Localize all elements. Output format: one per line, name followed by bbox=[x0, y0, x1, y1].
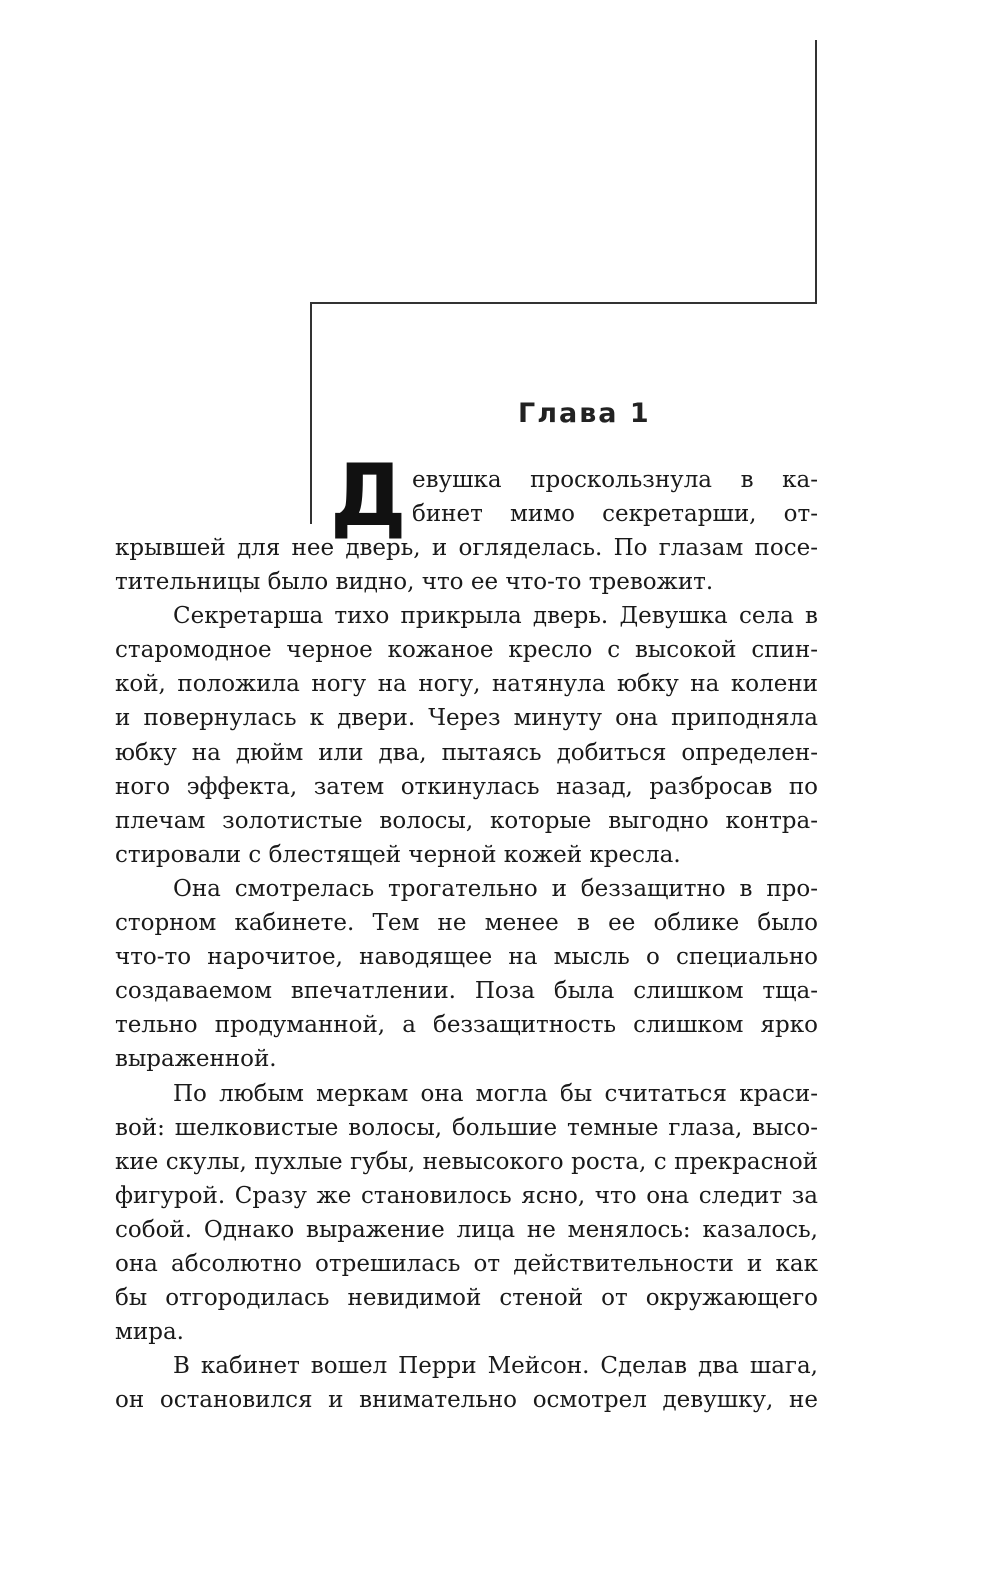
body-text bbox=[115, 531, 818, 1417]
text-line: он остановился и внимательно осмотрел девушку, не bbox=[115, 1387, 818, 1414]
chapter-title: Глава 1 bbox=[518, 398, 651, 429]
opening-line: евушка проскользнула в ка- bbox=[412, 467, 818, 493]
frame-rule-left bbox=[310, 302, 312, 524]
text-line: стировали с блестящей черной кожей кресла. bbox=[115, 841, 681, 868]
text-line: бы отгородилась невидимой стеной от окружающего bbox=[115, 1285, 818, 1312]
opening-lines bbox=[412, 463, 818, 531]
text-line: Секретарша тихо прикрыла дверь. Девушка села в bbox=[173, 603, 818, 630]
text-line: что-то нарочитое, наводящее на мысль о специально bbox=[115, 944, 818, 971]
text-line: В кабинет вошел Перри Мейсон. Сделав два шага, bbox=[173, 1353, 818, 1380]
text-line: и повернулась к двери. Через минуту она приподняла bbox=[115, 705, 818, 732]
text-line: мира. bbox=[115, 1319, 184, 1346]
text-line: плечам золотистые волосы, которые выгодно контра- bbox=[115, 807, 818, 834]
text-line: По любым меркам она могла бы считаться краси- bbox=[173, 1080, 818, 1107]
paragraph bbox=[115, 531, 818, 599]
text-line: тительницы было видно, что ее что-то тревожит. bbox=[115, 569, 714, 596]
text-line: крывшей для нее дверь, и огляделась. По глазам посе- bbox=[115, 535, 818, 561]
text-line: юбку на дюйм или два, пытаясь добиться определен- bbox=[115, 739, 818, 766]
text-line: сторном кабинете. Тем не менее в ее облике было bbox=[115, 910, 818, 937]
paragraph bbox=[115, 872, 818, 1077]
text-line: старомодное черное кожаное кресло с высокой спин- bbox=[115, 637, 818, 664]
text-line: фигурой. Сразу же становилось ясно, что она следит за bbox=[115, 1182, 818, 1209]
frame-rule-top bbox=[310, 302, 817, 304]
text-line: собой. Однако выражение лица не менялось: казалось, bbox=[115, 1216, 818, 1243]
drop-cap-block bbox=[330, 446, 407, 546]
text-line: кие скулы, пухлые губы, невысокого роста, с прекрасной bbox=[115, 1148, 818, 1175]
paragraph bbox=[115, 1077, 818, 1350]
drop-cap-letter: Д bbox=[330, 446, 407, 546]
text-line: кой, положила ногу на ногу, натянула юбку на колени bbox=[115, 671, 818, 698]
opening-line: бинет мимо секретарши, от- bbox=[412, 501, 818, 528]
text-line: выраженной. bbox=[115, 1046, 277, 1073]
text-line: вой: шелковистые волосы, большие темные глаза, высо- bbox=[115, 1114, 818, 1141]
frame-rule-right bbox=[815, 40, 817, 304]
paragraph bbox=[115, 599, 818, 872]
text-line: она абсолютно отрешилась от действительности и как bbox=[115, 1250, 818, 1277]
text-line: создаваемом впечатлении. Поза была слишком тща- bbox=[115, 978, 818, 1005]
text-line: Она смотрелась трогательно и беззащитно в про- bbox=[173, 875, 818, 902]
text-line: тельно продуманной, а беззащитность слишком ярко bbox=[115, 1012, 818, 1039]
text-line: ного эффекта, затем откинулась назад, разбросав по bbox=[115, 773, 818, 800]
paragraph bbox=[115, 1349, 818, 1417]
